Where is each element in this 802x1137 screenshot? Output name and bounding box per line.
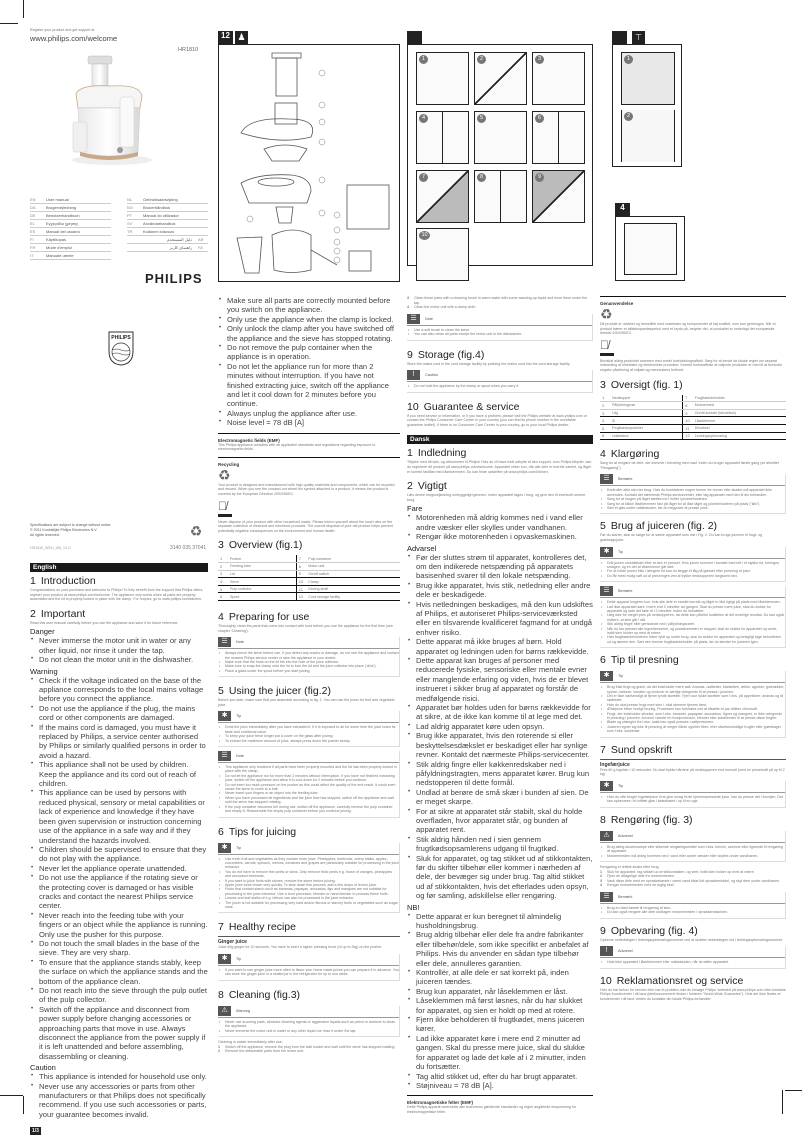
cleaning-step: 2 Remove the detachable parts from the motor unit.	[218, 1049, 305, 1054]
list-item: • Du får mest mulig saft ud af presningen ved at trykke nedstopperen langsomt ned.	[600, 574, 785, 578]
list-item: • Do not remove the pulp container when the appliance is in operation.	[218, 343, 400, 362]
intro-text: Congratulations on your purchase and welcome to Philips! To fully benefit from the support that Philips offers, register your product at www.philips.com/welcome. The appliance only works when all parts are properly assembled and the lid is properly locked in place with the clamp. For recipes, go to www.philips.com/kitchen.	[30, 588, 204, 602]
note-box: ☰ Note • Use a soft brush to clean the sieve. • You can also clean all parts except the motor unit in the dishwasher.	[407, 314, 593, 341]
english-continued	[218, 296, 400, 1054]
section-heading: 6 Tip til presning	[600, 654, 679, 667]
intro-text: Tillykke med dit køb, og velkommen til Philips! Hvis du vil have fuldt udbytte af den support, som Philips tilbyder, kan du registrere dit produkt på www.philips.com/welcome. Apparatet virker kun, når alle dele er korrekt samlet, og låget er korrekt fastlåst med låseklemmen. Du kan finde opskrifter på www.philips.com/kitchen.	[407, 460, 592, 474]
caution-box: ! Caution • Do not hold the appliance by the clamp or spout when you carry it.	[407, 370, 593, 392]
emf-heading: Electromagnetic fields (EMF)	[218, 437, 280, 443]
guarantee-text: Hvis du har behov for service eller har et problem, kan du besøge Philips' websted på www.philips.com eller kontakte Philips Kundecenter i dit land (telefonnummeret findes i folderen "World-Wide Guarantee"). Hvis der ikke findes et kundecenter i dit land, bedes du kontakte din lokale Philips-forhandler.	[600, 987, 786, 1001]
faucet-icon: ⊤	[632, 31, 645, 44]
dansk-continued	[600, 296, 786, 1001]
list-item: • Undlad at berøre de små skær i bunden af sien. De er meget skarpe.	[407, 788, 593, 807]
recycle-icon: ♻	[218, 466, 231, 483]
nb-list	[407, 912, 593, 1091]
warning-icon: ⚠	[218, 1006, 231, 1016]
note-icon: ☰	[600, 892, 613, 902]
table-row: 1 Nedstopper 7 Frugtkødsbeholder	[600, 395, 786, 402]
section-heading: 7 Healthy recipe	[218, 921, 400, 937]
list-item: • To ensure that the appliance stands stably, keep the surface on which the appliance stands and the bottom of the appliance clean.	[30, 958, 208, 986]
table-row: 3 Låg 9 On/off-kontakt (tænd/sluk)	[600, 409, 786, 417]
note-icon: ☰	[407, 314, 420, 324]
recycling-block	[600, 296, 786, 373]
section-heading: 5 Brug af juiceren (fig. 2)	[600, 520, 718, 533]
language-header-english: English	[30, 563, 208, 572]
list-item: • Blade og stængler fra f.eks. salat kan også presses i saftpresseren.	[600, 720, 785, 724]
lang-item[interactable]: DA Brugervejledning	[30, 204, 111, 212]
note-box: ☰ Bemærk • Brug en blød børste til rengøring af sien. • Du kan også rengøre alle dele undtagen motorenheden i opvaskemaskinen.	[600, 892, 786, 919]
list-item: • Apple juice turns brown very quickly. To slow down this process, add a few drops of lemon juice.	[218, 883, 399, 887]
list-item: • Do not let the appliance run for more than 2 minutes without interruption. If you have not finished extracting juice, switch off the appliance and let it cool down for 2 minutes before you continue.	[218, 362, 400, 409]
section-heading: 3 Oversigt (fig. 1)	[600, 378, 683, 391]
list-item: • Drink the juice immediately after you have extracted it. If it is exposed to air for some time the juice loses its taste and nutritional value.	[218, 725, 399, 734]
crop-mark	[0, 23, 18, 24]
language-list-left	[30, 196, 111, 260]
storage-text: Opbevar netledningen i ledningsopbevaringsrummet ved at skubbe netledningen ind i ledningsopbevaringsrummet.	[600, 937, 783, 942]
list-item: • Never let the appliance operate unattended.	[30, 864, 208, 873]
list-item: • Switch off the appliance and disconnect from power supply before changing accessories or approaching parts that move in use. Always disconnect the appliance from the power supply if it is left unattended and before assembling, disassembling or cleaning.	[30, 1005, 208, 1061]
philips-shield-logo	[108, 331, 134, 366]
fare-list	[407, 513, 593, 541]
crossed-bin-icon: 🗑̸	[218, 498, 227, 513]
list-item: • Lad ikke apparatet køre i mere end 2 minutter ad gangen. Skal du presse mere juice, skal du slukke for apparatet og lade det køle af i 2 minutter, inden du fortsætter.	[407, 1034, 593, 1072]
list-item: • Do not clean the motor unit in the dishwasher.	[30, 655, 208, 664]
list-item: • Før der sluttes strøm til apparatet, kontrolleres det, om den indikerede netspænding på apparatets basisenhed svarer til den lokale netspænding.	[407, 553, 593, 581]
tip-icon: ✱	[218, 954, 231, 964]
emf-block	[407, 1095, 593, 1114]
lang-item[interactable]: NL Gebruiksaanwijzing	[127, 196, 208, 204]
danger-list	[30, 636, 208, 664]
list-item: • Brug ikke apparatet, hvis den roterende si eller beskyttelsesdækslet er beskadiget eller har synlige revner. Kontakt det nærmeste Philips-servicecenter.	[407, 731, 593, 759]
figure-1-exploded-view	[218, 44, 400, 282]
list-item: • Brug aldrig skuresvampe eller slibende rengøringsmidler som f.eks. benzin, acetone eller lignende til rengøring af apparatet.	[600, 845, 785, 854]
note-icon: ☰	[600, 474, 613, 484]
recycling-heading: Genanvendelse	[600, 301, 634, 306]
note-icon: ☰	[218, 637, 231, 647]
model-number: HR1810	[178, 47, 199, 53]
list-item: • Always unplug the appliance after use.	[218, 409, 400, 418]
juicer-parts-diagram	[219, 45, 399, 281]
list-item: • Dette apparat fungerer kun, hvis alle dele er samlet korrekt og låget er låst rigtigt på plads med låseklemmen.	[600, 600, 785, 604]
list-item: • Never insert your fingers or an object into the feeding tube.	[218, 791, 399, 795]
list-item: • Brug en blød børste til rengøring af sien.	[600, 906, 785, 910]
list-item: • To keep your juice fresh longer put a cover on the glass after juicing.	[218, 734, 399, 738]
list-item: • Fruits that contain starch such as bananas, papayas, avocados, figs and mangoes are not suitable for processing in the juice extractor. Use a food processor, blender or hand blender to process these fruits.	[218, 887, 399, 896]
table-row: 1 Pusher 7 Pulp container	[218, 555, 400, 562]
list-item: • Juiceren egner sig ikke til presning af meget hårde og/eller fiber- eller stivelsesholdige frugter eller grøntsager som f.eks. sukkerrør.	[600, 725, 785, 734]
list-item: • Sluk for apparatet, og tag stikket ud af stikkontakten, før du skifter tilbehør eller kommer i nærheden af dele, der bevæger sig under brug. Tag altid stikket ud af stikkontakten, hvis det efterlades uden opsyn, og før samling, adskillelse eller rengøring.	[407, 854, 593, 901]
tip-icon: ✱	[600, 671, 613, 681]
lang-item[interactable]: FR Mode d'emploi	[30, 244, 111, 252]
note-box: ☰ Note • Always check the sieve before use. If you detect any cracks or damage, do not use the appliance and contact the nearest Philips service center or take the appliance to your dealer. • Make sure that the hook on the lid fits into the hole of the juice collector. • Make sure to snap the clamp onto the lid to lock the lid and the juice collector into place ('click'). • Place a glass under the spout before you start juicing.	[218, 637, 400, 677]
caution-heading: Caution	[30, 1063, 56, 1073]
figure-3-cleaning	[612, 44, 682, 167]
tip-box: ✱ Tip • Use fresh fruit and vegetables as they contain more juice. Pineapples, beetroots, celery stalks, apples, cucumbers, carrots, spinach, melons, tomatoes and grapes are particularly suitable for processing in the juice extractor. • You do not have to remove thin peels or skins. Only remove thick peels e.g. those of oranges, pineapples and uncooked beetroots. • If you want to juice fruits with stones, remove the stone before juicing. • Apple juice turns brown very quickly. To slow down this process, add a few drops of lemon juice. • Fruits that contain starch such as bananas, papayas, avocados, figs and mangoes are not suitable for processing in the juice extractor. Use a food processor, blender or hand blender to process these fruits. • Leaves and leaf stalks of e.g. lettuce can also be processed in the juice extractor. • The juicer is not suitable for processing very hard and/or fibrous or starchy fruits or vegetables such as sugar cane.	[218, 843, 400, 914]
note-icon: ☰	[218, 751, 231, 761]
table-row: 2 Påfyldningsrør 8 Motorenhed	[600, 402, 786, 410]
section-heading: 8 Cleaning (fig.3)	[218, 988, 301, 1001]
disposal-text: Bortskaf aldrig produktet sammen med andet husholdningsaffald. Sørg for at kende de lokale regler om separat indsamling af elektriske og elektroniske produkter. Korrekt bortskaffelse af udtjente produkter er med til at forhindre negativ påvirkning af miljøet og menneskers helbred.	[600, 358, 783, 372]
recipe-text: Pres 60 g ingefær i 10 sekunder. Du skal trykke hårdere på nedstopperen end normalt (med en presekraft på op til 2 kg).	[600, 767, 785, 777]
cleaning-step: 1 Sluk for apparatet, tag stikket ud af stikkontakten, og vent, indtil sien holder op med at rotere.	[600, 869, 755, 874]
list-item: • Drik juicen umiddelbart efter at den er presset. Hvis juicen kommer i kontakt med luft i et stykke tid, forringes smagen, og en del af vitaminerne går tabt.	[600, 561, 785, 570]
tip-box: ✱ Tip • Brug frisk frugt og grønt, da det indeholder mere saft. Ananas, rødbeder, bladselleri, æbler, agurker, gulerødder, spinat, meloner, tomater og vindruer er særligt velegnede til at presse i juiceren. • Det er ikke nødvendigt at fjerne tynde skræller. Fjern kun tykke skræller som f.eks. på appelsiner, ananas og rå rødbeder. • Hvis du skal presse frugt med sten i, skal stenene fjernes først. • Æblejuice bliver hurtigt brunlig. Processen kan forsinkes ved at tilsætte et par dråber citronsaft. • Frugt, der indeholder stivelse, som f.eks. bananer, papayaer, avocadoer, figner og mangoer, er ikke velegnede til presning i juiceren. Anvend i stedet en foodprocessor, blender eller stavblender til at presse disse frugter. • Blade og stængler fra f.eks. salat kan også presses i saftpresseren. • Juiceren egner sig ikke til presning af meget hårde og/eller fiber- eller stivelsesholdige frugter eller grøntsager som f.eks. sukkerrør.	[600, 671, 786, 737]
exclamation-icon: !	[600, 946, 613, 956]
using-text: Before you start, make sure that you assemble according to fig. 2. You can use the juicer for fruit and vegetable juice.	[218, 698, 395, 707]
list-item: • Dette apparat er kun beregnet til almindelig husholdningsbrug.	[407, 912, 593, 931]
list-item: • Use fresh fruit and vegetables as they contain more juice. Pineapples, beetroots, celery stalks, apples, cucumbers, carrots, spinach, melons, tomatoes and grapes are particularly suitable for processing in the juice extractor.	[218, 857, 399, 870]
recipe-title: Ginger juice	[218, 939, 247, 946]
list-item: • Æblejuice bliver hurtigt brunlig. Processen kan forsinkes ved at tilsætte et par dråber citronsaft.	[600, 707, 785, 711]
lang-item[interactable]: EN User manual	[30, 196, 111, 204]
step-panel: 2	[474, 52, 527, 105]
crossed-bin-icon: 🗑̸	[600, 337, 609, 352]
section-heading: 5 Using the juicer (fig.2)	[218, 685, 331, 698]
section-heading: 2 Vigtigt	[407, 480, 447, 493]
philips-wordmark: PHILIPS	[145, 271, 203, 286]
lang-item[interactable]: PT Manual do utilizador	[127, 212, 208, 220]
table-row: 3 Lid 9 On/off switch	[218, 570, 400, 578]
section-heading: 1 Indledning	[407, 447, 467, 460]
list-item: • Always check the sieve before use. If you detect any cracks or damage, do not use the appliance and contact the nearest Philips service center or take the appliance to your dealer.	[218, 651, 399, 660]
step-panel: 9	[532, 170, 585, 223]
section-heading: 8 Rengøring (fig. 3)	[600, 813, 693, 826]
cleaning-text: Cleaning is easier immediately after use.	[218, 1040, 283, 1044]
list-item: • Never immerse the motor unit in water or any other liquid nor rinse it under the tap.	[218, 1029, 399, 1033]
cleaning-step: 3 Clean these parts with a cleaning brush in warm water with some washing-up liquid and rinse them under the tap.	[407, 296, 588, 305]
tip-box: ✱ Tip • If you want to use ginger juice more often to flavor your home made juices you can prepare it in advance. You can store the ginger juice in a sealed jar in the refrigerator for up to one week.	[218, 954, 400, 981]
warning-icon: ⚠	[600, 831, 613, 841]
recipe-title: Ingefærjuice	[600, 761, 630, 768]
list-item: • Sørg for at klikke låseklemmen fast på låget for at låse låget og juicebeholderen på plads ("klik").	[600, 502, 785, 506]
emf-block	[218, 433, 400, 452]
list-item: • Brug frisk frugt og grønt, da det indeholder mere saft. Ananas, rødbeder, bladselleri, æbler, agurker, gulerødder, spinat, meloner, tomater og vindruer er særligt velegnede til at presse i juiceren.	[600, 685, 785, 694]
lang-item[interactable]: DE Benutzerhandbuch	[30, 212, 111, 220]
list-item: • Do not reach into the sieve through the pulp outlet of the pulp collector.	[30, 986, 208, 1005]
language-list	[30, 196, 208, 260]
step-panel: 6	[532, 111, 585, 164]
recycle-icon: ♻	[189, 523, 203, 539]
tip-box: ✱ Tip • Drik juicen umiddelbart efter at den er presset. Hvis juicen kommer i kontakt med luft i et stykke tid, forringes smagen, og en del af vitaminerne går tabt. • For at holde juicen frisk i længere tid kan du lægge et låg på glasset efter presning af juice. • Du får mest mulig saft ud af presningen ved at trykke nedstopperen langsomt ned.	[600, 547, 786, 583]
assembly-icon: ♟	[235, 31, 248, 44]
cleaning-text: Rengøring er lettest straks efter brug.	[600, 864, 660, 869]
figure-4-number: 4	[615, 203, 630, 216]
exclamation-icon: !	[407, 370, 420, 380]
list-item: • Hvis netledningen beskadiges, må den kun udskiftes af Philips, et autoriseret Philips-serviceværksted eller en tilsvarende kvalificeret fagmand for at undgå enhver risiko.	[407, 600, 593, 638]
warning-box: ⚠ Advarsel • Brug aldrig skuresvampe eller slibende rengøringsmidler som f.eks. benzin, acetone eller lignende til rengøring af apparatet. • Motorenheden må aldrig kommes ned i vand eller andre væsker eller skylles under vandhanen.	[600, 831, 786, 862]
figure-2-usage-steps	[407, 44, 593, 266]
list-item: • To extract the maximum amount of juice, always press down the pusher slowly.	[218, 739, 399, 743]
section-heading: 4 Klargøring	[600, 448, 660, 461]
crop-mark	[23, 0, 24, 18]
list-item: • Leaves and leaf stalks of e.g. lettuce can also be processed in the juice extractor.	[218, 896, 399, 900]
lang-item[interactable]: NO Brukerhåndbok	[127, 204, 208, 212]
table-row: 4 Si 10 Låseklemme	[600, 417, 786, 425]
warning-list	[30, 676, 208, 1062]
list-item: • Brug aldrig tilbehør eller dele fra andre fabrikanter eller tilbehør/dele, som ikke specifikt er anbefalet af Philips. Hvis du anvender en sådan type tilbehør eller dele, annulleres garantien.	[407, 930, 593, 968]
note-icon: ☰	[600, 586, 613, 596]
parts-table	[218, 555, 400, 601]
caution-list	[30, 1072, 208, 1119]
caution-list-continued	[218, 296, 400, 428]
list-item: • Motorenheden må aldrig kommes ned i vand eller andre væsker eller skylles under vandhanen.	[600, 854, 785, 858]
nb-heading: NB!	[407, 902, 420, 912]
list-item: • Never use scouring pads, abrasive cleaning agents or aggressive liquids such as petrol or acetone to clean the appliance.	[218, 1020, 399, 1029]
warning-box: ⚠ Warning • Never use scouring pads, abrasive cleaning agents or aggressive liquids such as petrol or acetone to clean the appliance. • Never immerse the motor unit in water or any other liquid nor rinse it under the tap.	[218, 1006, 400, 1037]
list-item: • Do not hold the appliance by the clamp or spout when you carry it.	[407, 384, 592, 388]
lang-item[interactable]: ES Manual del usuario	[30, 228, 111, 236]
list-item: • Children should be supervised to ensure that they do not play with the appliance.	[30, 845, 208, 864]
fare-heading: Fare	[407, 504, 423, 514]
storage-image	[624, 223, 677, 275]
prep-text: Sørg for at rengøre de dele, der kommer i berøring med mad, inden du bruger apparatet første gang (se afsnittet "Rengøring").	[600, 461, 779, 470]
list-item: • Kontrollér, at alle dele er sat korrekt på, inden juiceren tændes.	[407, 968, 593, 987]
list-item: • Hvis du ofte bruger ingefærjuice til at give smag til din hjemmepressede juice, kan du presse det i forvejen. Det kan opbevares i et lufttæt glas i køleskabet i op til en uge.	[600, 795, 785, 804]
using-text: Før du starter, skal du sørge for at samle apparatet som vist i Fig. 2. Du kan bruge juiceren til frugt- og grøntsagsjuice.	[600, 533, 763, 542]
list-item: • Kontroller altid sien før brug. Hvis du konstaterer nogen former for revner eller skader må apparatet ikke anvendes. Kontakt det nærmeste Philips servicecenter, eller tag apparatet med hen til din forhandler.	[600, 488, 785, 497]
cleaning-step: 4 Clean the motor unit with a damp cloth.	[407, 305, 477, 310]
crop-mark	[0, 1095, 23, 1096]
lang-item[interactable]: SV Användarhandbok	[127, 220, 208, 228]
list-item: • Only unlock the clamp after you have switched off the appliance and the sieve has stopped rotating.	[218, 324, 400, 343]
warning-heading: Warning	[30, 666, 58, 676]
list-item: • If the mains cord is damaged, you must have it replaced by Philips, a service center authorised by Philips or similarly qualified persons in order to avoid a hazard.	[30, 723, 208, 761]
step-panel: 10	[416, 228, 469, 281]
list-item: • Hold ikke apparatet i låseklemmen eller udløbstuden, når du løfter apparatet.	[600, 960, 785, 964]
cleaning-step: 4 Rengør motorenheden med en fugtig klud.	[600, 883, 675, 888]
list-item: • Støjniveau = 78 dB [A].	[407, 1081, 593, 1090]
parts-table	[600, 395, 786, 441]
figure-2-number	[407, 31, 422, 44]
important-text: Læs denne brugsvejledning omhyggeligt igennem, inden apparatet tages i brug, og gem den til eventuelt senere brug.	[407, 493, 586, 502]
list-item: • Do not use the appliance if the plug, the mains cord or other components are damaged.	[30, 704, 208, 723]
tip-icon: ✱	[600, 781, 613, 791]
page-number: 1/3	[32, 1128, 39, 1135]
list-item: • If the pulp container becomes full during use, switch off the appliance, carefully remove the pulp container and empty it. Reassemble the empty pulp container before you continue juicing.	[218, 805, 399, 814]
advarsel-heading: Advarsel	[407, 543, 437, 553]
lang-item[interactable]: دليل المستخدم AR	[127, 236, 208, 244]
specs-notice: Specifications are subject to change without notice © 2011 Koninklijke Philips Electronics N.V. All rights reserved.	[30, 523, 111, 537]
list-item: • Låseklemmen må først løsnes, når du har slukket for apparatet, og sien er holdt op med at rotere.	[407, 996, 593, 1015]
register-text: Register your product and get support at	[30, 28, 95, 32]
list-item: • Rengør ikke motorenheden i opvaskemaskinen.	[407, 532, 593, 541]
english-section	[30, 563, 208, 1137]
lang-item[interactable]: EL Εγχειρίδιο χρήσης	[30, 220, 111, 228]
list-item: • Stik aldrig hånden ned i sien gennem frugtkødsopsamlerens udgang til frugtkød.	[407, 835, 593, 854]
list-item: • Never use any accessories or parts from other manufacturers or that Philips does not specifically recommend. If you use such accessories or parts, your guarantee becomes invalid.	[30, 1082, 208, 1120]
website-url[interactable]: www.philips.com/welcome	[30, 34, 118, 43]
figure-3-number	[612, 31, 627, 44]
list-item: • Læg ikke for meget pres på nedstopperen, da dette kan påvirke kvaliteten af det endelige resultat. Du kan også risikere, at sien går i stå.	[600, 613, 785, 622]
section-heading: 9 Storage (fig.4)	[407, 348, 485, 361]
section-heading: 10 Reklamationsret og service	[600, 974, 744, 987]
step-panel: 2	[621, 110, 675, 162]
section-heading: 6 Tips for juicing	[218, 825, 297, 838]
list-item: • The juicer is not suitable for processing very hard and/or fibrous or starchy fruits or vegetables such as sugar cane.	[218, 901, 399, 910]
step-panel: 1	[621, 52, 675, 105]
list-item: • Noise level = 78 dB [A]	[218, 418, 400, 427]
section-heading: 3 Overview (fig.1)	[218, 539, 303, 552]
list-item: • When you have processed all ingredients and the juice flow has stopped, switch off the appliance and wait until the sieve has stopped rotating.	[218, 796, 399, 805]
step-panel: 5	[474, 111, 527, 164]
list-item: • Place a glass under the spout before you start juicing.	[218, 669, 399, 673]
recycling-heading: Recycling	[218, 461, 240, 467]
list-item: • Hvis frugtkødsbeholderen bliver fyldt op under brug, skal du slukke for apparatet og forsigtigt tage beholderen ud og tømme den. Sæt den tomme frugtkødsbeholder på plads, før du tænder for juiceren igen.	[600, 635, 785, 644]
english-end-and-dansk-start	[407, 296, 593, 1115]
note-box: ☰ Bemærk • Kontroller altid sien før brug. Hvis du konstaterer nogen former for revner eller skader må apparatet ikke anvendes. Kontakt det nærmeste Philips servicecenter, eller tag apparatet med hen til din forhandler. • Sørg for at krogen på låget sættes ind i hullet i juicebeholderen. • Sørg for at klikke låseklemmen fast på låget for at låse låget og juicebeholderen på plads ("klik"). • Sæt et glas under udløbstuden, før du begynder at presse juice.	[600, 474, 786, 514]
section-heading: 7 Sund opskrift	[600, 744, 786, 760]
list-item: • Stik aldrig fingre eller genstande ned i påfyldningsrøret.	[600, 622, 785, 626]
list-item: • Fjern ikke beholderen til frugtkødet, mens juiceren kører.	[407, 1015, 593, 1034]
guarantee-text: If you need service or information, or if you have a problem, please visit the Philips website at www.philips.com or contact the Philips Consumer Care Center in your country (you can find its phone number in the worldwide guarantee leaflet). If there is no Consumer Care Center in your country, go to your local Philips dealer.	[407, 413, 587, 427]
list-item: • For at holde juicen frisk i længere tid kan du lægge et låg på glasset efter presning af juice.	[600, 569, 785, 573]
list-item: • You do not have to remove thin peels or skins. Only remove thick peels e.g. those of oranges, pineapples and uncooked beetroots.	[218, 870, 399, 879]
advarsel-list	[407, 553, 593, 901]
cleaning-step: 2 Fjern de aftagelige dele fra motorenheden.	[600, 874, 675, 879]
figure-1-number: 12	[218, 31, 233, 44]
list-item: • Lad aldrig apparatet køre uden opsyn.	[407, 722, 593, 731]
section-heading: 4 Preparing for use	[218, 611, 310, 623]
list-item: • This appliance shall not be used by children. Keep the appliance and its cord out of reach of children.	[30, 760, 208, 788]
step-panel: 7	[416, 170, 469, 223]
section-heading: 10 Guarantee & service	[407, 400, 520, 413]
list-item: • Do not let the appliance run for more than 2 minutes without interruption. If you have not finished extracting juice, switch off the appliance and allow it to cool down for 2 minutes before you continue.	[218, 774, 399, 783]
list-item: • Make sure to snap the clamp onto the lid to lock the lid and the juice collector into place ('click').	[218, 664, 399, 668]
prep-text: Thoroughly clean the parts that come into contact with food before you use the appliance for the first time (see chapter 'Cleaning').	[218, 624, 393, 633]
list-item: • Make sure that the hook on the lid fits into the hole of the juice collector.	[218, 660, 399, 664]
list-item: • Do not touch the small blades in the base of the sieve. They are very sharp.	[30, 939, 208, 958]
list-item: • Dette apparat må ikke bruges af børn. Hold apparatet og ledningen uden for børns rækkevidde.	[407, 637, 593, 656]
tip-box: ✱ Tip • Drink the juice immediately after you have extracted it. If it is exposed to air for some time the juice loses its taste and nutritional value. • To keep your juice fresh longer put a cover on the glass after juicing. • To extract the maximum amount of juice, always press down the pusher slowly.	[218, 711, 400, 747]
list-item: • Stik aldrig fingre eller køkkenredskaber ned i påfyldningstragten, mens apparatet kører. Brug kun nedstopperen til dette formål.	[407, 760, 593, 788]
step-panel: 4	[416, 111, 469, 164]
list-item: • Never reach into the feeding tube with your fingers or an object while the appliance is running. Only use the pusher for this purpose.	[30, 911, 208, 939]
caution-box: ! Advarsel • Hold ikke apparatet i låseklemmen eller udløbstuden, når du løfter apparatet.	[600, 946, 786, 968]
list-item: • Hvis du skal presse frugt med sten i, skal stenene fjernes først.	[600, 703, 785, 707]
table-row: 2 Feeding tube 8 Motor unit	[218, 563, 400, 571]
document-code: HR1810_WEU_UM_V1.0	[30, 546, 71, 550]
emf-heading: Elektromagnetiske felter (EMF)	[407, 1100, 474, 1106]
lang-item[interactable]: IT Manuale utente	[30, 252, 111, 260]
recipe-text: Juice 60g ginger for 10 seconds. You have to exert a higher pressing force (of up to 2kg) on the pusher.	[218, 945, 383, 950]
table-row: 5 Frugtkødsopsamler 11 Drivaksel	[600, 424, 786, 432]
bin-bar	[218, 514, 232, 517]
list-item: • This appliance only functions if all parts have been properly mounted and the lid has been properly locked in place with the clamp.	[218, 765, 399, 774]
tip-box: ✱ Tip • Hvis du ofte bruger ingefærjuice til at give smag til din hjemmepressede juice, kan du presse det i forvejen. Det kan opbevares i et lufttæt glas i køleskabet i op til en uge.	[600, 781, 786, 808]
tip-icon: ✱	[218, 711, 231, 721]
list-item: • Make sure all parts are correctly mounted before you switch on the appliance.	[218, 296, 400, 315]
section-heading: 2 Important	[30, 607, 86, 620]
disposal-text: Never dispose of your product with other household waste. Please inform yourself about the local rules on the separate collection of electrical and electronic products. The correct disposal of your old product helps prevent potentially negative consequences on the environment and human health.	[218, 519, 393, 533]
crop-mark	[23, 1096, 24, 1114]
important-text: Read this user manual carefully before you use the appliance and save it for future reference.	[30, 620, 179, 625]
language-list-right	[127, 196, 208, 260]
svg-text:PHILIPS: PHILIPS	[111, 335, 131, 341]
cleaning-step: 1 Switch off the appliance, remove the plug from the wall socket and wait until the sieve has stopped rotating.	[218, 1044, 396, 1049]
list-item: • Sæt et glas under udløbstuden, før du begynder at presse juice.	[600, 506, 785, 510]
recycle-icon: ♻	[600, 306, 613, 322]
list-item: • Motorenheden må aldrig kommes ned i vand eller andre væsker eller skylles under vandhanen.	[407, 513, 593, 532]
storage-text: Store the mains cord in the cord storage facility by pushing the mains cord into the cord storage facility.	[407, 361, 571, 366]
section-heading: 1 Introduction	[30, 575, 96, 587]
step-panel: 3	[532, 52, 585, 105]
list-item: • Do not exert too much pressure on the pusher as this could affect the quality of the end result. It could even cause the sieve to come to a halt.	[218, 783, 399, 792]
recycling-text: Your product is designed and manufactured with high quality materials and components, which can be recycled and reused. When you see the crossed-out wheel bin symbol attached to a product, it means the product is covered by the European Directive 2002/96/EC.	[218, 482, 395, 497]
crop-mark	[785, 1090, 802, 1091]
recycling-block	[218, 457, 400, 534]
tip-icon: ✱	[600, 547, 613, 557]
section-heading: 9 Opbevaring (fig. 4)	[600, 924, 698, 937]
list-item: • Du kan også rengøre alle dele undtagen motorenheden i opvaskemaskinen.	[600, 910, 785, 914]
list-item: • Det er ikke nødvendigt at fjerne tynde skræller. Fjern kun tykke skræller som f.eks. på appelsiner, ananas og rå rødbeder.	[600, 694, 785, 703]
step-panel: 1	[416, 52, 469, 105]
danger-heading: Danger	[30, 627, 55, 637]
bin-bar	[600, 353, 614, 356]
part-number: 3140 035 37041	[170, 545, 207, 551]
list-item: • If you want to use ginger juice more often to flavor your home made juices you can prepare it in advance. You can store the ginger juice in a sealed jar in the refrigerator for up to one week.	[218, 968, 399, 977]
lang-item[interactable]: FI Käyttöopas	[30, 236, 111, 244]
list-item: • Never immerse the motor unit in water or any other liquid, nor rinse it under the tap.	[30, 636, 208, 655]
list-item: • Sørg for at krogen på låget sættes ind i hullet i juicebeholderen.	[600, 497, 785, 501]
lang-item[interactable]: TR Kullanım kılavuzu	[127, 228, 208, 236]
list-item: • Brug kun apparatet, når låseklemmen er låst.	[407, 987, 593, 996]
table-row: 6 Udløbstud 12 Ledningsopbevaring	[600, 432, 786, 440]
list-item: • Do not use the appliance if the rotating sieve or the protecting cover is damaged or has visible cracks and contact the nearest Philips service center.	[30, 873, 208, 911]
list-item: • This appliance is intended for household use only.	[30, 1072, 208, 1081]
table-row: 4 Sieve 10 Clamp	[218, 578, 400, 586]
step-panel: 8	[474, 170, 527, 223]
list-item: • For at sikre at apparatet står stabilt, skal du holde overfladen, hvor apparatet står, og bunden af apparatet rent.	[407, 807, 593, 835]
recycling-text: Dit produkt er udviklet og fremstillet med materialer og komponenter af høj kvalitet, som kan genbruges. Når et produkt bærer et affaldsspandssymbol med et kryds på, betyder det, at produktet er underlagt det europæiske direktiv 2002/96/EC.	[600, 322, 776, 336]
list-item: • This appliance can be used by persons with reduced physical, sensory or metal capabilities or lack of experience and knowledge if they have been given supervision or instruction concerning use of the appliance in a safe way and if they understand the hazards involved.	[30, 788, 208, 844]
list-item: • Når du har presset alle ingredienserne, og juicestrømmen er stoppet, skal du slukke for apparatet og vente, indtil sien holder op med at rotere.	[600, 627, 785, 636]
table-row: 5 Pulp collector 11 Driving shaft	[218, 585, 400, 593]
list-item: • Brug ikke apparatet, hvis stik, netledning eller andre dele er beskadigede.	[407, 581, 593, 600]
list-item: • Tag altid stikket ud, efter du har brugt apparatet.	[407, 1072, 593, 1081]
tip-icon: ✱	[218, 843, 231, 853]
list-item: • If you want to juice fruits with stones, remove the stone before juicing.	[218, 879, 399, 883]
table-row: 6 Spout 12 Cord storage facility	[218, 593, 400, 601]
crop-mark	[782, 1090, 783, 1114]
note-box: ☰ Bemærk • Dette apparat fungerer kun, hvis alle dele er samlet korrekt og låget er låst rigtigt på plads med låseklemmen. • Lad ikke apparatet køre i mere end 2 minutter ad gangen. Skal du presse mere juice, skal du slukke for apparatet og lade det køle af i 2 minutter, inden du fortsætter. • Læg ikke for meget pres på nedstopperen, da dette kan påvirke kvaliteten af det endelige resultat. Du kan også risikere, at sien går i stå. • Stik aldrig fingre eller genstande ned i påfyldningsrøret. • Når du har presset alle ingredienserne, og juicestrømmen er stoppet, skal du slukke for apparatet og vente, indtil sien holder op med at rotere. • Hvis frugtkødsbeholderen bliver fyldt op under brug, skal du slukke for apparatet og forsigtigt tage beholderen ud og tømme den. Sæt den tomme frugtkødsbeholder på plads, før du tænder for juiceren igen.	[600, 586, 786, 648]
product-image-juicer	[60, 52, 160, 167]
list-item: • Use a soft brush to clean the sieve.	[407, 328, 592, 332]
note-box: ☰ Note • This appliance only functions if all parts have been properly mounted and the lid has been properly locked in place with the clamp. • Do not let the appliance run for more than 2 minutes without interruption. If you have not finished extracting juice, switch off the appliance and allow it to cool down for 2 minutes before you continue. • Do not exert too much pressure on the pusher as this could affect the quality of the end result. It could even cause the sieve to come to a halt. • Never insert your fingers or an object into the feeding tube. • When you have processed all ingredients and the juice flow has stopped, switch off the appliance and wait until the sieve has stopped rotating. • If the pulp container becomes full during use, switch off the appliance, carefully remove the pulp container and empty it. Reassemble the empty pulp container before you continue juicing.	[218, 751, 400, 817]
list-item: • Only use the appliance when the clamp is locked.	[218, 315, 400, 324]
language-header-dansk: Dansk	[407, 435, 593, 444]
list-item: • Dette apparat kan bruges af personer med reducerede fysiske, sensoriske eller mentale evner eller manglende erfaring og viden, hvis de er blevet instrueret i sikker brug af apparatet og forstår de medfølgende risici.	[407, 656, 593, 703]
figure-4-storage	[615, 216, 685, 281]
list-item: • You can also clean all parts except the motor unit in the dishwasher.	[407, 332, 592, 336]
emf-text: This Philips appliance complies with all applicable standards and regulations regarding exposure to electromagnetic fields.	[218, 442, 376, 452]
list-item: • Lad ikke apparatet køre i mere end 2 minutter ad gangen. Skal du presse mere juice, skal du slukke for apparatet og lade det køle af i 2 minutter, inden du fortsætter.	[600, 605, 785, 614]
list-item: • Check if the voltage indicated on the base of the appliance corresponds to the local mains voltage before you connect the appliance.	[30, 676, 208, 704]
list-item: • Apparatet bør holdes uden for børns rækkevidde for at sikre, at de ikke kan komme til at lege med det.	[407, 703, 593, 722]
emf-text: Dette Philips-apparat overholder alle branchens gældende standarder og regler angående eksponering for elektromagnetiske felter.	[407, 1105, 577, 1114]
cleaning-step: 3 Vask disse dele med en opvaskebørste i varmt vand tilsat lidt opvaskemiddel, og skyl dem under vandhanen.	[600, 878, 781, 883]
lang-item[interactable]: راهنمای کاربر FA	[127, 244, 208, 252]
list-item: • Frugt, der indeholder stivelse, som f.eks. bananer, papayaer, avocadoer, figner og mangoer, er ikke velegnede til presning i juiceren. Anvend i stedet en foodprocessor, blender eller stavblender til at presse disse frugter.	[600, 712, 785, 721]
